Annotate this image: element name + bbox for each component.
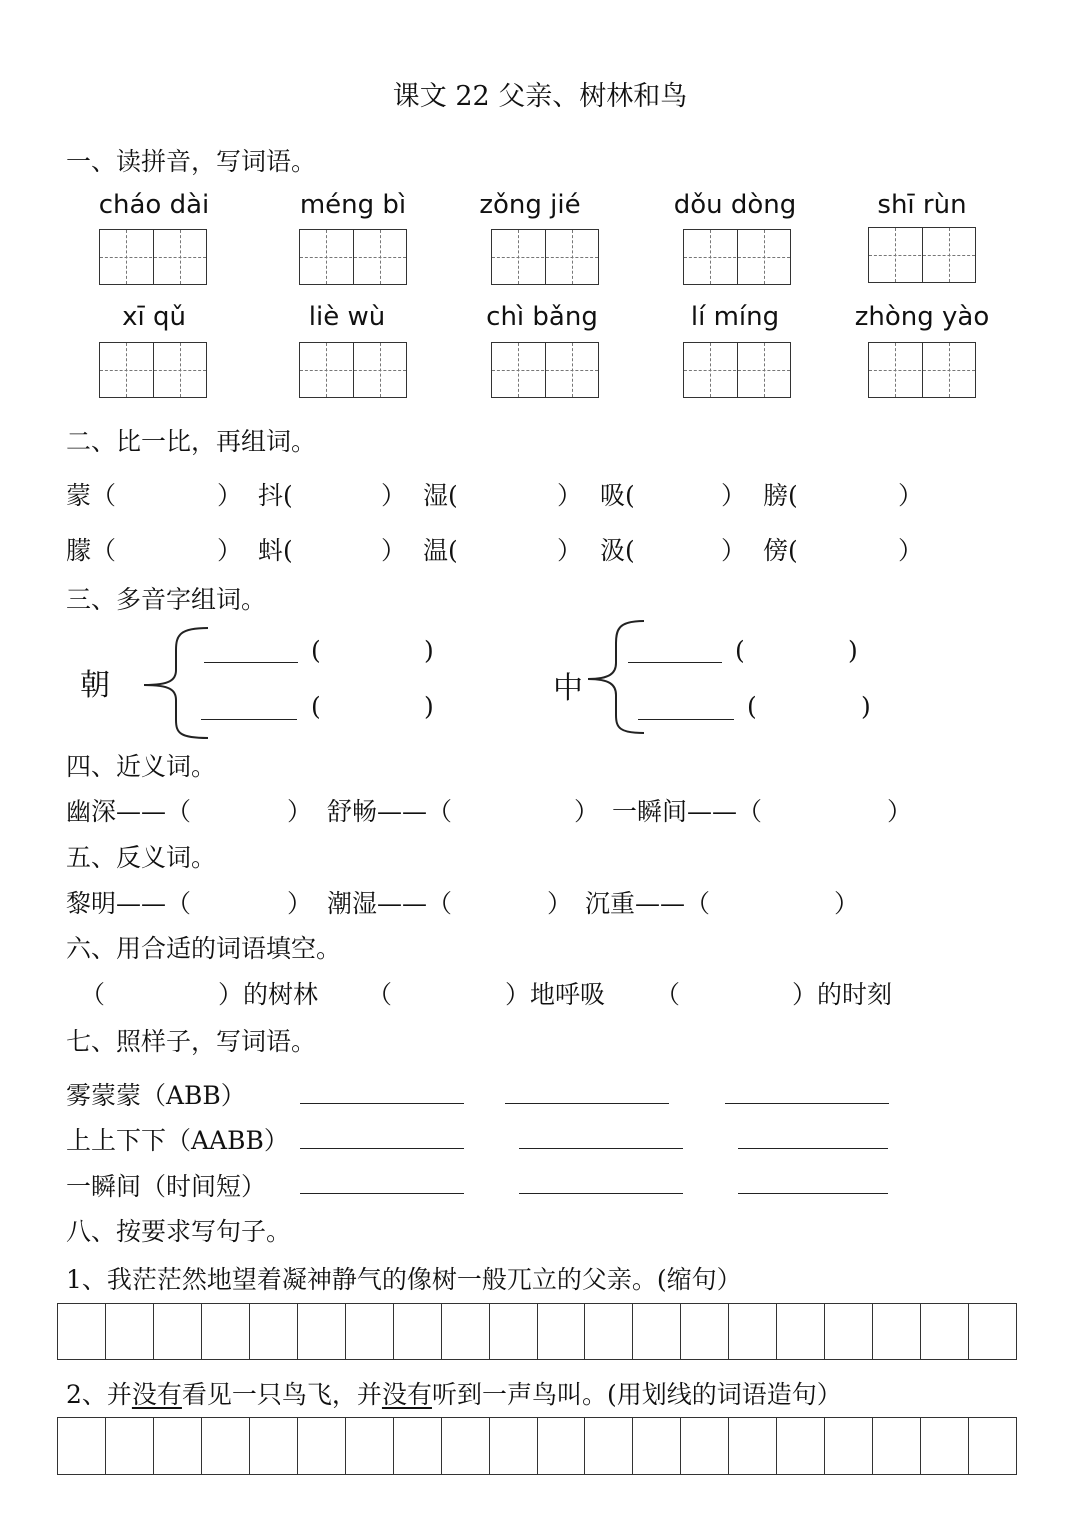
section-5-heading: 五、反义词。 xyxy=(66,843,217,872)
fill-phrase: ）的时刻 xyxy=(792,980,893,1009)
pinyin-label: liè wù xyxy=(308,302,386,332)
pinyin-label: lí míng xyxy=(690,302,780,332)
question-1: 1、我茫茫然地望着凝神静气的像树一般兀立的父亲。(缩句） xyxy=(66,1265,742,1294)
compare-char: 汲( xyxy=(600,536,635,565)
compare-paren: ） xyxy=(898,536,924,565)
pinyin-label: shī rùn xyxy=(877,190,967,220)
section-6-heading: 六、用合适的词语填空。 xyxy=(66,934,342,963)
fill-phrase: ）的树林 xyxy=(218,980,319,1009)
paren-close: ) xyxy=(861,692,871,721)
pinyin-label: zǒng jié xyxy=(479,190,581,220)
section-2-heading: 二、比一比，再组词。 xyxy=(66,427,317,456)
writing-box[interactable] xyxy=(491,342,599,398)
compare-char: 朦（ xyxy=(66,536,117,565)
compare-paren: ） xyxy=(721,481,747,510)
paren-close: ) xyxy=(424,692,434,721)
compare-paren: ） xyxy=(287,889,313,918)
writing-box[interactable] xyxy=(868,227,976,283)
answer-blank[interactable] xyxy=(300,1148,464,1149)
answer-blank[interactable] xyxy=(300,1103,464,1104)
compare-char: 吸( xyxy=(600,481,635,510)
compare-paren: ） xyxy=(574,797,600,826)
compare-char: 蚪( xyxy=(258,536,293,565)
compare-char: 温( xyxy=(423,536,458,565)
underlined-word: 没有 xyxy=(381,1380,432,1409)
question-2-part: 2、并 xyxy=(66,1380,132,1409)
page-title: 课文 22 父亲、树林和鸟 xyxy=(392,81,688,112)
pinyin-label: chì bǎng xyxy=(486,302,598,332)
pattern-example: 上上下下（AABB） xyxy=(66,1126,289,1155)
compare-paren: ） xyxy=(557,481,583,510)
answer-blank[interactable] xyxy=(204,662,298,663)
compare-paren: ） xyxy=(381,536,407,565)
writing-box[interactable] xyxy=(99,342,207,398)
writing-box[interactable] xyxy=(683,342,791,398)
fill-paren: （ xyxy=(80,980,106,1009)
answer-blank[interactable] xyxy=(519,1148,683,1149)
synonym-word: 一瞬间——（ xyxy=(612,797,763,826)
fill-phrase: ）地呼吸 xyxy=(505,980,606,1009)
compare-paren: ） xyxy=(381,481,407,510)
answer-grid[interactable] xyxy=(57,1303,1017,1360)
synonym-word: 舒畅——（ xyxy=(327,797,453,826)
paren-open: ( xyxy=(311,692,321,721)
compare-char: 傍( xyxy=(763,536,798,565)
writing-box[interactable] xyxy=(299,342,407,398)
question-2-part: 看见一只鸟飞，并 xyxy=(181,1380,382,1409)
polyphone-char: 中 xyxy=(553,671,583,706)
pattern-example: 雾蒙蒙（ABB） xyxy=(66,1081,246,1110)
antonym-word: 潮湿——（ xyxy=(327,889,453,918)
answer-blank[interactable] xyxy=(201,719,297,720)
writing-box[interactable] xyxy=(683,229,791,285)
paren-open: ( xyxy=(735,636,745,665)
compare-paren: ） xyxy=(217,481,243,510)
writing-box[interactable] xyxy=(99,229,207,285)
synonym-word: 幽深——（ xyxy=(66,797,192,826)
writing-box[interactable] xyxy=(299,229,407,285)
answer-blank[interactable] xyxy=(505,1103,669,1104)
compare-paren: ） xyxy=(547,889,573,918)
paren-close: ) xyxy=(424,636,434,665)
answer-blank[interactable] xyxy=(628,662,722,663)
fill-paren: （ xyxy=(655,980,681,1009)
polyphone-char: 朝 xyxy=(80,668,110,703)
compare-char: 抖( xyxy=(258,481,293,510)
compare-paren: ） xyxy=(887,797,913,826)
underlined-word: 没有 xyxy=(131,1380,182,1409)
compare-paren: ） xyxy=(217,536,243,565)
question-2 xyxy=(66,1375,842,1411)
compare-paren: ） xyxy=(834,889,860,918)
writing-box[interactable] xyxy=(868,342,976,398)
pinyin-label: méng bì xyxy=(299,190,407,220)
paren-open: ( xyxy=(747,692,757,721)
section-8-heading: 八、按要求写句子。 xyxy=(66,1217,292,1246)
section-7-heading: 七、照样子，写词语。 xyxy=(66,1027,317,1056)
pattern-example: 一瞬间（时间短） xyxy=(66,1172,267,1201)
section-3-heading: 三、多音字组词。 xyxy=(66,585,267,614)
antonym-word: 黎明——（ xyxy=(66,889,192,918)
section-1-heading: 一、读拼音，写词语。 xyxy=(66,147,317,176)
compare-paren: ） xyxy=(557,536,583,565)
brace-icon xyxy=(140,625,212,741)
answer-blank[interactable] xyxy=(738,1193,888,1194)
answer-blank[interactable] xyxy=(638,719,734,720)
answer-blank[interactable] xyxy=(519,1193,683,1194)
question-2-part: 听到一声鸟叫。(用划线的词语造句） xyxy=(431,1380,842,1409)
fill-paren: （ xyxy=(367,980,393,1009)
pinyin-label: cháo dài xyxy=(98,190,210,220)
answer-blank[interactable] xyxy=(300,1193,464,1194)
compare-char: 湿( xyxy=(423,481,458,510)
answer-blank[interactable] xyxy=(725,1103,889,1104)
compare-paren: ） xyxy=(721,536,747,565)
paren-open: ( xyxy=(311,636,321,665)
compare-paren: ） xyxy=(898,481,924,510)
paren-close: ) xyxy=(848,636,858,665)
antonym-word: 沉重——（ xyxy=(585,889,711,918)
compare-char: 膀( xyxy=(763,481,798,510)
writing-box[interactable] xyxy=(491,229,599,285)
pinyin-label: xī qǔ xyxy=(122,302,186,332)
compare-paren: ） xyxy=(287,797,313,826)
pinyin-label: zhòng yào xyxy=(854,302,990,332)
section-4-heading: 四、近义词。 xyxy=(66,752,217,781)
compare-char: 蒙（ xyxy=(66,481,117,510)
answer-grid[interactable] xyxy=(57,1417,1017,1475)
pinyin-label: dǒu dòng xyxy=(673,190,797,220)
answer-blank[interactable] xyxy=(738,1148,888,1149)
